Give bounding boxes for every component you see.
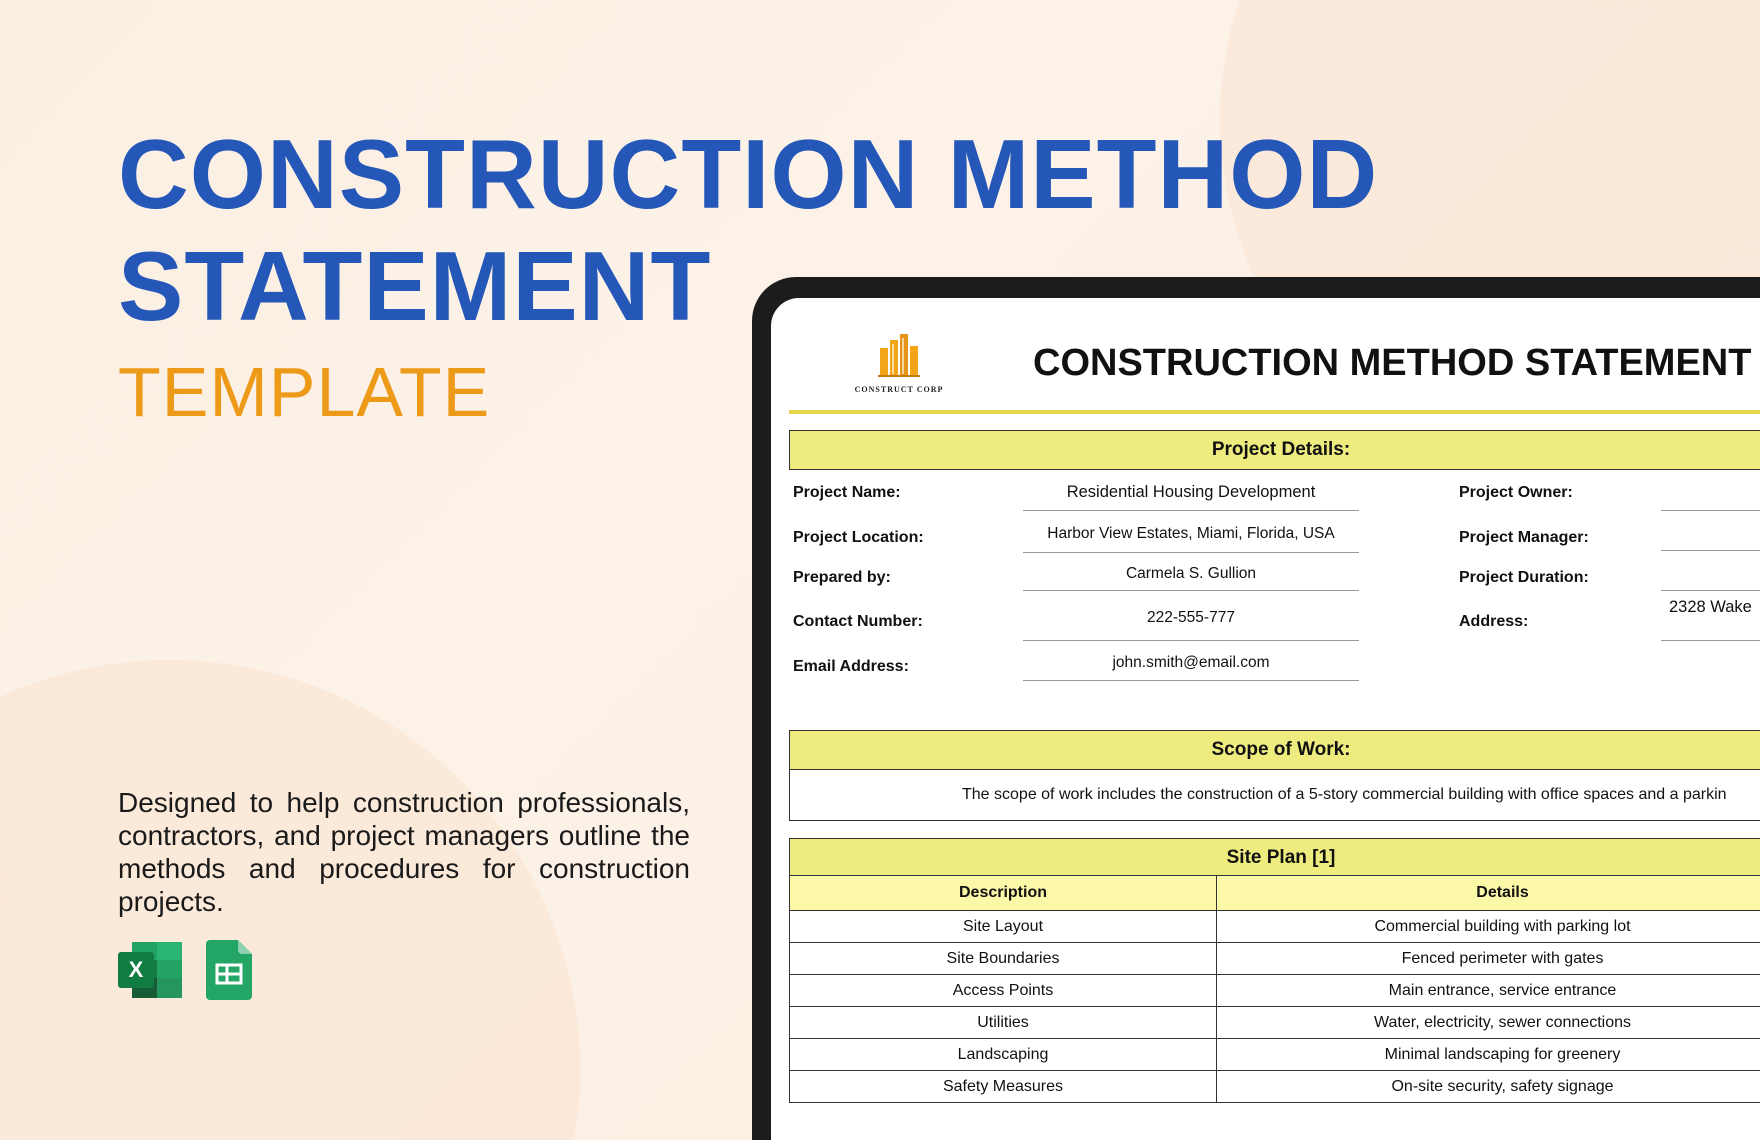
details-cell: Main entrance, service entrance [1217, 975, 1760, 1007]
site-plan-heading: Site Plan [1] [789, 838, 1760, 878]
address-line [1661, 640, 1760, 641]
table-row [790, 1071, 1760, 1103]
project-manager-label: Project Manager: [1459, 529, 1589, 546]
description-cell: Landscaping [790, 1039, 1217, 1071]
hero-title-line-2: STATEMENT [118, 231, 712, 341]
site-plan-header-row [790, 876, 1760, 911]
details-cell: Minimal landscaping for greenery [1217, 1039, 1760, 1071]
project-owner-value [1661, 510, 1760, 511]
description-cell: Utilities [790, 1007, 1217, 1039]
logo-text: CONSTRUCT CORP [854, 385, 944, 394]
description-cell: Safety Measures [790, 1071, 1217, 1103]
scope-of-work-heading: Scope of Work: [789, 730, 1760, 770]
description-cell: Access Points [790, 975, 1217, 1007]
document-header [789, 298, 1760, 414]
column-header-description: Description [790, 876, 1217, 911]
company-logo [849, 332, 949, 394]
google-sheets-icon[interactable] [206, 940, 252, 1000]
project-name-value: Residential Housing Development [1023, 474, 1359, 511]
building-logo-icon [876, 332, 922, 378]
app-icons [118, 940, 252, 1000]
details-cell: On-site security, safety signage [1217, 1071, 1760, 1103]
project-location-label: Project Location: [793, 529, 924, 546]
table-row [790, 911, 1760, 943]
details-cell: Fenced perimeter with gates [1217, 943, 1760, 975]
table-row [790, 1039, 1760, 1071]
table-row [790, 1007, 1760, 1039]
project-details-heading: Project Details: [789, 430, 1760, 470]
prepared-by-value: Carmela S. Gullion [1023, 554, 1359, 591]
project-duration-label: Project Duration: [1459, 569, 1589, 586]
hero-title-line-1: CONSTRUCTION METHOD [118, 119, 1379, 229]
excel-icon[interactable] [118, 940, 184, 1000]
project-owner-label: Project Owner: [1459, 484, 1573, 501]
scope-of-work-text: The scope of work includes the construction of a 5-story commercial building with office spaces and a parkin [789, 770, 1760, 821]
project-details [789, 466, 1760, 714]
details-cell: Water, electricity, sewer connections [1217, 1007, 1760, 1039]
column-header-details: Details [1217, 876, 1760, 911]
project-name-label: Project Name: [793, 484, 901, 501]
description-cell: Site Boundaries [790, 943, 1217, 975]
email-address-label: Email Address: [793, 658, 909, 675]
project-location-value: Harbor View Estates, Miami, Florida, USA [1023, 512, 1359, 553]
table-row [790, 943, 1760, 975]
email-address-value: john.smith@email.com [1023, 642, 1359, 681]
site-plan-table [789, 875, 1760, 1103]
project-manager-value [1661, 550, 1760, 551]
contact-number-label: Contact Number: [793, 613, 923, 630]
contact-number-value: 222-555-777 [1023, 592, 1359, 641]
details-cell: Commercial building with parking lot [1217, 911, 1760, 943]
hero-description: Designed to help construction professionals, contractors, and project managers outline the methods and procedures for construction projects. [118, 787, 690, 917]
address-value: 2328 Wake [1669, 598, 1752, 616]
address-label: Address: [1459, 613, 1529, 630]
prepared-by-label: Prepared by: [793, 569, 891, 586]
table-row [790, 975, 1760, 1007]
hero-subtitle: TEMPLATE [118, 353, 491, 431]
project-duration-value [1661, 590, 1760, 591]
svg-text:X: X [128, 957, 144, 982]
document-preview [771, 298, 1760, 1140]
document-title: CONSTRUCTION METHOD STATEMENT [1033, 342, 1752, 384]
description-cell: Site Layout [790, 911, 1217, 943]
